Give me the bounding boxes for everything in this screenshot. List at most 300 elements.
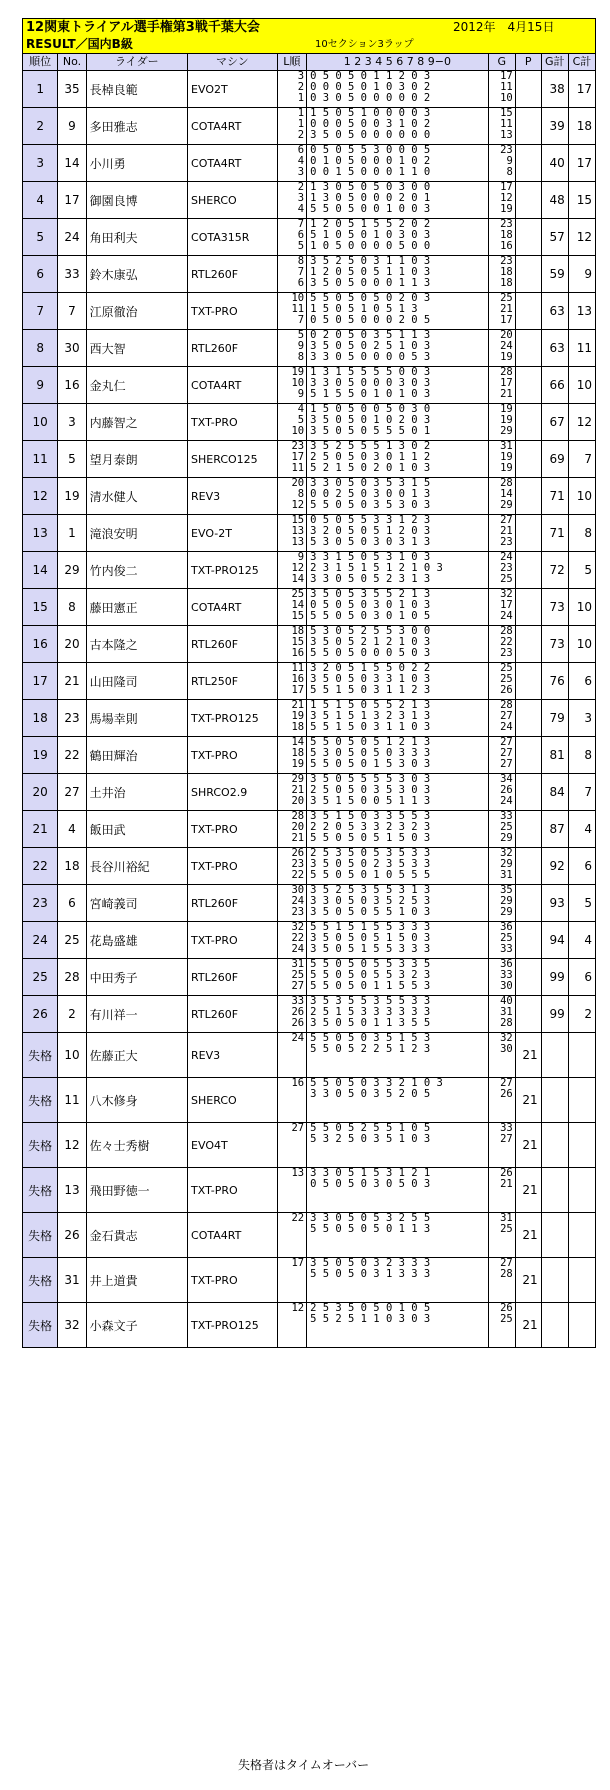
section-scores-cell-line: 0 5 0 5 0 3 0 1 0 3 [310, 599, 431, 611]
section-scores-cell [307, 700, 489, 737]
section-scores-cell-line: 5 1 0 5 0 1 0 3 0 3 [310, 229, 431, 241]
section-scores-cell [307, 515, 489, 552]
section-scores-cell-line: 3 5 1 5 0 0 5 1 1 3 [310, 795, 431, 807]
lap-rank-cell-line: 24 [291, 895, 305, 907]
number-cell: 22 [58, 737, 86, 774]
rank-cell: 失格 [23, 1123, 58, 1168]
lap-points-cell-line: 10 [500, 92, 513, 104]
lap-points-cell-line: 28 [500, 366, 513, 378]
lap-points-cell [488, 1123, 515, 1168]
lap-points-cell-line: 23 [500, 255, 513, 267]
rider-name-cell: 藤田憲正 [86, 589, 187, 626]
table-row [23, 959, 596, 996]
lap-rank-cell-line: 13 [291, 525, 305, 537]
section-scores-cell-line: 1 5 0 5 1 0 0 0 0 3 [310, 107, 431, 119]
table-row [23, 1033, 596, 1078]
table-row [23, 848, 596, 885]
lap-points-cell [488, 626, 515, 663]
lap-rank-cell [277, 885, 306, 922]
lap-points-cell-line: 33 [500, 943, 513, 955]
lap-rank-cell-line: 22 [291, 869, 305, 881]
penalty-cell [515, 330, 541, 367]
clean-total-cell: 17 [568, 71, 595, 108]
penalty-cell [515, 219, 541, 256]
rank-cell: 14 [23, 552, 58, 589]
lap-points-cell-line: 25 [500, 573, 513, 585]
total-points-cell: 93 [541, 885, 568, 922]
section-scores-cell [307, 1033, 489, 1078]
lap-rank-cell-line: 17 [291, 451, 305, 463]
lap-points-cell-line: 32 [500, 588, 513, 600]
number-cell: 11 [58, 1078, 86, 1123]
total-points-cell: 40 [541, 145, 568, 182]
section-scores-cell-line: 0 5 0 5 0 0 0 2 0 5 [310, 314, 431, 326]
penalty-cell [515, 589, 541, 626]
section-scores-cell-line: 5 5 1 5 1 5 5 3 3 3 [310, 921, 431, 933]
lap-points-cell-line: 24 [500, 340, 513, 352]
penalty-cell [515, 71, 541, 108]
clean-total-cell: 4 [568, 922, 595, 959]
lap-rank-cell-line: 15 [291, 514, 305, 526]
penalty-cell [515, 811, 541, 848]
machine-cell: COTA315R [188, 219, 278, 256]
lap-points-cell-line: 19 [500, 462, 513, 474]
section-scores-cell-line: 0 5 0 5 0 3 0 5 0 3 [310, 1178, 431, 1190]
penalty-cell [515, 774, 541, 811]
clean-total-cell: 5 [568, 885, 595, 922]
lap-rank-cell-line: 30 [291, 884, 305, 896]
lap-rank-cell [277, 1123, 306, 1168]
clean-total-cell: 17 [568, 145, 595, 182]
lap-rank-cell-line: 12 [291, 1302, 305, 1314]
lap-rank-cell-line: 20 [291, 477, 305, 489]
rank-cell: 失格 [23, 1303, 58, 1348]
table-row [23, 996, 596, 1033]
lap-rank-cell-line: 5 [297, 240, 305, 252]
lap-rank-cell-line: 23 [291, 858, 305, 870]
lap-points-cell-line: 34 [500, 773, 513, 785]
results-body [23, 71, 596, 1348]
lap-rank-cell-line: 21 [291, 832, 305, 844]
table-row [23, 626, 596, 663]
section-scores-cell-line: 5 3 0 5 2 5 5 3 0 0 [310, 625, 431, 637]
number-cell: 9 [58, 108, 86, 145]
rider-name-cell: 多田雅志 [86, 108, 187, 145]
lap-rank-cell-line: 28 [291, 810, 305, 822]
rank-cell: 3 [23, 145, 58, 182]
lap-points-cell-line: 28 [500, 1017, 513, 1029]
lap-points-cell [488, 1168, 515, 1213]
lap-points-cell-line: 22 [500, 636, 513, 648]
section-scores-cell-line: 3 5 0 5 0 1 0 2 0 3 [310, 414, 431, 426]
clean-total-cell: 7 [568, 774, 595, 811]
rider-name-cell: 内藤智之 [86, 404, 187, 441]
footer-note: 失格者はタイムオーバー [238, 1758, 370, 1772]
clean-total-cell: 10 [568, 626, 595, 663]
table-row [23, 774, 596, 811]
lap-rank-cell-line: 10 [291, 292, 305, 304]
lap-points-cell-line: 30 [500, 1043, 513, 1055]
lap-rank-cell-line: 23 [291, 906, 305, 918]
lap-rank-cell-line: 18 [291, 721, 305, 733]
lap-rank-cell-line: 22 [291, 1212, 305, 1224]
number-cell: 12 [58, 1123, 86, 1168]
table-row [23, 663, 596, 700]
section-scores-cell [307, 996, 489, 1033]
machine-cell: TXT-PRO125 [188, 1303, 278, 1348]
col-header-p: P [515, 54, 541, 71]
penalty-cell [515, 256, 541, 293]
lap-points-cell-line: 25 [500, 292, 513, 304]
lap-points-cell-line: 32 [500, 847, 513, 859]
machine-cell: RTL260F [188, 256, 278, 293]
clean-total-cell: 2 [568, 996, 595, 1033]
lap-points-cell [488, 922, 515, 959]
section-scores-cell-line: 3 5 0 5 0 3 2 3 3 3 [310, 1257, 431, 1269]
clean-total-cell [568, 1168, 595, 1213]
lap-rank-cell [277, 848, 306, 885]
rank-cell: 20 [23, 774, 58, 811]
penalty-cell [515, 922, 541, 959]
table-row [23, 441, 596, 478]
section-scores-cell-line: 5 5 0 5 0 5 5 3 2 3 [310, 969, 431, 981]
number-cell: 20 [58, 626, 86, 663]
rank-cell: 21 [23, 811, 58, 848]
lap-rank-cell-line: 17 [291, 1257, 305, 1269]
lap-rank-cell [277, 589, 306, 626]
machine-cell: TXT-PRO125 [188, 700, 278, 737]
section-scores-cell-line: 0 2 0 5 0 3 5 1 1 3 [310, 329, 431, 341]
total-points-cell: 79 [541, 700, 568, 737]
section-scores-cell [307, 1123, 489, 1168]
table-row [23, 1303, 596, 1348]
lap-points-cell [488, 219, 515, 256]
lap-rank-cell-line: 17 [291, 684, 305, 696]
lap-rank-cell-line: 16 [291, 673, 305, 685]
section-scores-cell-line: 2 3 1 5 1 5 1 2 1 0 3 [310, 562, 443, 574]
section-scores-cell [307, 256, 489, 293]
total-points-cell: 92 [541, 848, 568, 885]
machine-cell: SHERCO [188, 1078, 278, 1123]
total-points-cell: 71 [541, 515, 568, 552]
lap-points-cell [488, 182, 515, 219]
lap-points-cell-line: 25 [500, 932, 513, 944]
number-cell: 3 [58, 404, 86, 441]
section-scores-cell [307, 1213, 489, 1258]
rank-cell: 23 [23, 885, 58, 922]
penalty-cell [515, 885, 541, 922]
number-cell: 18 [58, 848, 86, 885]
clean-total-cell: 3 [568, 700, 595, 737]
lap-rank-cell-line: 7 [297, 218, 305, 230]
lap-points-cell [488, 515, 515, 552]
lap-rank-cell [277, 182, 306, 219]
section-scores-cell-line: 0 5 0 5 0 1 1 2 0 3 [310, 70, 431, 82]
number-cell: 27 [58, 774, 86, 811]
section-scores-cell-line: 3 3 0 5 0 3 5 2 0 5 [310, 1088, 431, 1100]
rank-cell: 19 [23, 737, 58, 774]
lap-rank-cell [277, 1168, 306, 1213]
lap-rank-cell-line: 25 [291, 588, 305, 600]
total-points-cell [541, 1303, 568, 1348]
lap-rank-cell [277, 404, 306, 441]
penalty-cell [515, 145, 541, 182]
lap-rank-cell [277, 1213, 306, 1258]
lap-points-cell-line: 17 [500, 599, 513, 611]
clean-total-cell: 10 [568, 478, 595, 515]
lap-rank-cell-line: 9 [297, 551, 305, 563]
lap-rank-cell-line: 8 [297, 255, 305, 267]
col-header-c-total: C計 [568, 54, 595, 71]
lap-points-cell [488, 996, 515, 1033]
section-scores-cell-line: 5 5 0 5 0 5 1 5 0 3 [310, 832, 431, 844]
lap-rank-cell [277, 330, 306, 367]
lap-rank-cell [277, 811, 306, 848]
section-scores-cell-line: 3 5 0 5 0 0 0 1 1 3 [310, 277, 431, 289]
lap-rank-cell-line: 3 [297, 70, 305, 82]
lap-rank-cell [277, 293, 306, 330]
lap-points-cell-line: 28 [500, 699, 513, 711]
rider-name-cell: 鶴田輝治 [86, 737, 187, 774]
lap-points-cell [488, 1303, 515, 1348]
lap-rank-cell-line: 2 [297, 81, 305, 93]
lap-rank-cell-line: 3 [297, 166, 305, 178]
section-scores-cell-line: 3 3 0 5 0 5 2 3 1 3 [310, 573, 431, 585]
lap-rank-cell [277, 515, 306, 552]
section-scores-cell [307, 293, 489, 330]
lap-points-cell-line: 33 [500, 810, 513, 822]
lap-rank-cell-line: 15 [291, 636, 305, 648]
lap-points-cell-line: 17 [500, 377, 513, 389]
total-points-cell: 48 [541, 182, 568, 219]
lap-points-cell-line: 26 [500, 1088, 513, 1100]
clean-total-cell: 15 [568, 182, 595, 219]
lap-rank-cell-line: 24 [291, 943, 305, 955]
machine-cell: SHERCO [188, 182, 278, 219]
total-points-cell: 63 [541, 330, 568, 367]
lap-rank-cell-line: 16 [291, 647, 305, 659]
table-row [23, 1168, 596, 1213]
machine-cell: RTL260F [188, 959, 278, 996]
section-scores-cell-line: 0 0 2 5 0 3 0 0 1 3 [310, 488, 431, 500]
lap-points-cell-line: 21 [500, 388, 513, 400]
rank-cell: 10 [23, 404, 58, 441]
lap-points-cell [488, 700, 515, 737]
section-scores-cell-line: 3 5 0 5 0 1 1 3 5 5 [310, 1017, 431, 1029]
section-scores-cell-line: 5 5 0 5 0 5 0 2 0 3 [310, 292, 431, 304]
section-scores-cell-line: 1 3 0 5 0 0 0 2 0 1 [310, 192, 431, 204]
lap-points-cell-line: 27 [500, 1077, 513, 1089]
lap-rank-cell-line: 8 [297, 488, 305, 500]
lap-points-cell-line: 30 [500, 980, 513, 992]
rank-cell: 8 [23, 330, 58, 367]
section-scores-cell-line: 3 5 0 5 0 0 0 0 0 0 [310, 129, 431, 141]
penalty-cell [515, 182, 541, 219]
lap-rank-cell-line: 24 [291, 1032, 305, 1044]
penalty-cell [515, 367, 541, 404]
machine-cell: REV3 [188, 1033, 278, 1078]
section-scores-cell-line: 1 5 1 5 0 5 5 2 1 3 [310, 699, 431, 711]
lap-points-cell-line: 21 [500, 525, 513, 537]
table-row [23, 71, 596, 108]
lap-points-cell [488, 367, 515, 404]
table-row [23, 293, 596, 330]
lap-points-cell-line: 21 [500, 303, 513, 315]
rider-name-cell: 竹内俊二 [86, 552, 187, 589]
section-scores-cell [307, 219, 489, 256]
col-header-number: No. [58, 54, 86, 71]
lap-rank-cell-line: 7 [297, 314, 305, 326]
section-scores-cell-line: 3 3 0 5 0 0 0 0 5 3 [310, 351, 431, 363]
rider-name-cell: 井上道貴 [86, 1258, 187, 1303]
section-scores-cell [307, 478, 489, 515]
lap-rank-cell-line: 4 [297, 155, 305, 167]
section-scores-cell-line: 5 5 0 5 2 2 5 1 2 3 [310, 1043, 431, 1055]
section-scores-cell [307, 108, 489, 145]
lap-rank-cell-line: 1 [297, 118, 305, 130]
machine-cell: EVO-2T [188, 515, 278, 552]
rank-cell: 失格 [23, 1078, 58, 1123]
rank-cell: 17 [23, 663, 58, 700]
section-scores-cell [307, 737, 489, 774]
col-header-rider: ライダー [86, 54, 187, 71]
lap-rank-cell-line [278, 1314, 304, 1325]
penalty-cell [515, 108, 541, 145]
clean-total-cell: 7 [568, 441, 595, 478]
lap-points-cell [488, 1078, 515, 1123]
lap-rank-cell-line [278, 1269, 304, 1280]
table-header-row [23, 54, 596, 71]
lap-points-cell-line: 25 [500, 1313, 513, 1325]
total-points-cell [541, 1033, 568, 1078]
section-scores-cell-line: 0 0 1 5 0 0 0 1 1 0 [310, 166, 431, 178]
number-cell: 25 [58, 922, 86, 959]
section-scores-cell-line: 5 5 0 5 0 5 5 3 3 5 [310, 958, 431, 970]
section-scores-cell-line: 0 5 0 5 5 3 0 0 0 5 [310, 144, 431, 156]
lap-rank-cell-line: 14 [291, 599, 305, 611]
section-scores-cell-line: 2 5 3 5 0 5 3 5 3 3 [310, 847, 431, 859]
lap-rank-cell-line: 23 [291, 440, 305, 452]
table-row [23, 589, 596, 626]
lap-points-cell [488, 145, 515, 182]
section-scores-cell-line: 3 5 0 5 0 5 1 5 0 3 [310, 932, 431, 944]
lap-rank-cell [277, 1078, 306, 1123]
number-cell: 19 [58, 478, 86, 515]
machine-cell: TXT-PRO [188, 1168, 278, 1213]
section-scores-cell-line: 2 5 3 5 0 5 0 1 0 5 [310, 1302, 431, 1314]
total-points-cell: 99 [541, 996, 568, 1033]
machine-cell: RTL260F [188, 885, 278, 922]
lap-points-cell [488, 108, 515, 145]
lap-points-cell-line: 24 [500, 610, 513, 622]
table-row [23, 330, 596, 367]
lap-points-cell-line: 35 [500, 884, 513, 896]
lap-points-cell-line: 26 [500, 1167, 513, 1179]
section-scores-cell [307, 774, 489, 811]
clean-total-cell: 12 [568, 404, 595, 441]
section-scores-cell [307, 663, 489, 700]
total-points-cell: 59 [541, 256, 568, 293]
lap-rank-cell-line: 31 [291, 958, 305, 970]
sheet-header [22, 18, 596, 53]
rank-cell: 失格 [23, 1213, 58, 1258]
lap-points-cell-line: 31 [500, 440, 513, 452]
lap-points-cell-line: 19 [500, 403, 513, 415]
penalty-cell: 21 [515, 1258, 541, 1303]
lap-points-cell [488, 404, 515, 441]
lap-points-cell-line: 40 [500, 995, 513, 1007]
lap-points-cell-line: 25 [500, 673, 513, 685]
lap-rank-cell [277, 145, 306, 182]
lap-rank-cell-line: 32 [291, 921, 305, 933]
section-scores-cell-line: 1 5 0 5 1 0 5 1 3 [310, 303, 418, 315]
number-cell: 32 [58, 1303, 86, 1348]
section-scores-cell [307, 1168, 489, 1213]
table-row [23, 885, 596, 922]
lap-points-cell [488, 774, 515, 811]
rank-cell: 2 [23, 108, 58, 145]
total-points-cell: 39 [541, 108, 568, 145]
section-scores-cell-line: 1 3 0 5 0 5 0 3 0 0 [310, 181, 431, 193]
section-scores-cell-line: 5 5 0 5 0 1 5 3 0 3 [310, 758, 431, 770]
section-scores-cell-line: 5 3 0 5 0 5 0 3 3 3 [310, 747, 431, 759]
clean-total-cell: 8 [568, 737, 595, 774]
rider-name-cell: 御園良博 [86, 182, 187, 219]
lap-points-cell-line: 23 [500, 144, 513, 156]
section-scores-cell [307, 1078, 489, 1123]
rider-name-cell: 土井治 [86, 774, 187, 811]
section-scores-cell-line: 3 3 0 5 0 5 3 2 5 5 [310, 1212, 431, 1224]
rank-cell: 6 [23, 256, 58, 293]
section-scores-cell [307, 1303, 489, 1348]
lap-rank-cell-line: 27 [291, 1122, 305, 1134]
penalty-cell: 21 [515, 1078, 541, 1123]
table-row [23, 1123, 596, 1168]
lap-points-cell-line: 19 [500, 414, 513, 426]
rider-name-cell: 金丸仁 [86, 367, 187, 404]
section-scores-cell [307, 848, 489, 885]
rider-name-cell: 長棹良範 [86, 71, 187, 108]
rider-name-cell: 佐藤正大 [86, 1033, 187, 1078]
number-cell: 4 [58, 811, 86, 848]
section-scores-cell-line: 0 1 0 5 0 0 0 1 0 2 [310, 155, 431, 167]
rank-cell: 7 [23, 293, 58, 330]
lap-rank-cell-line: 14 [291, 573, 305, 585]
clean-total-cell: 13 [568, 293, 595, 330]
lap-rank-cell [277, 367, 306, 404]
lap-rank-cell [277, 663, 306, 700]
lap-rank-cell-line: 26 [291, 1017, 305, 1029]
section-scores-cell-line: 3 5 0 5 0 3 3 1 0 3 [310, 673, 431, 685]
rank-cell: 12 [23, 478, 58, 515]
section-scores-cell-line: 3 5 2 5 0 3 1 1 0 3 [310, 255, 431, 267]
lap-points-cell [488, 811, 515, 848]
section-scores-cell-line: 1 3 1 5 5 5 5 0 0 3 [310, 366, 431, 378]
machine-cell: COTA4RT [188, 589, 278, 626]
section-scores-cell-line: 5 5 1 5 0 3 1 1 0 3 [310, 721, 431, 733]
section-scores-cell-line: 3 5 2 5 5 5 1 3 0 2 [310, 440, 431, 452]
machine-cell: EVO4T [188, 1123, 278, 1168]
section-scores-cell-line: 5 5 0 5 0 1 1 5 5 3 [310, 980, 431, 992]
clean-total-cell [568, 1258, 595, 1303]
rank-cell: 4 [23, 182, 58, 219]
penalty-cell [515, 737, 541, 774]
section-scores-cell-line: 3 5 2 5 3 5 5 3 1 3 [310, 884, 431, 896]
section-scores-cell-line: 5 3 0 5 0 3 0 3 1 3 [310, 536, 431, 548]
lap-rank-cell-line: 6 [297, 277, 305, 289]
total-points-cell: 72 [541, 552, 568, 589]
lap-rank-cell [277, 959, 306, 996]
